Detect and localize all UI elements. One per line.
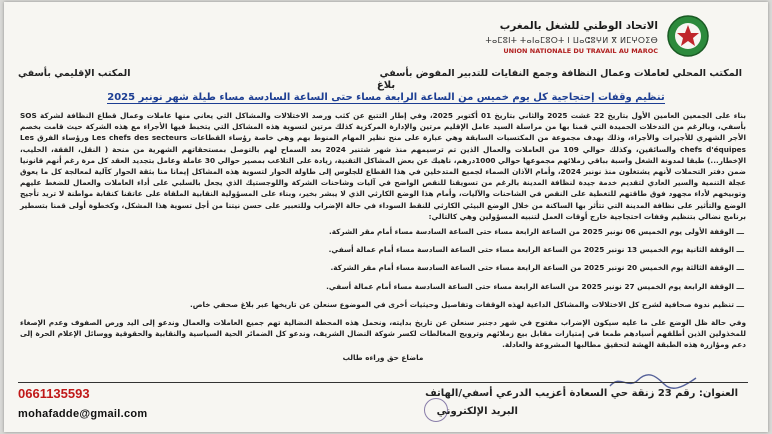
footer-email: mohafadde@gmail.com	[18, 408, 148, 420]
footer-address: العنوان: رقم 23 زنقة حي السعادة أعزيب الدرعي أسفي/الهاتف	[425, 388, 738, 399]
union-name-french: UNION NATIONALE DU TRAVAIL AU MAROC	[503, 47, 658, 55]
memo-body	[20, 110, 746, 363]
action-item: ـــ الوقفة الرابعة يوم الخميس 27 نونبر 2025 من الساعة الرابعة مساء حتى الساعة السادسة مساء أمام عمالة أسفي.	[326, 281, 744, 291]
action-item: ـــ الوقفة الثانية يوم الخميس 13 نونبر 2025 من الساعة الرابعة مساء حتى الساعة السادسة مساء أمام عمالة أسفي.	[328, 245, 744, 255]
footer-phone: 0661135593	[18, 386, 90, 401]
intro-paragraph: بناء على الجمعين العامين الأول بتاريخ 22 غشت 2025 والثاني بتاريخ 01 أكتوبر 2025، وفي إطار التتبع عن كثب ورصد الاختلالات والمشاكل التي يعاني منها عاملات وعمال قطاع النظافة لشركة SOS بأسفي، وبالرغم من التدخلات الحميدة التي قمنا بها من مراسلة السيد عامل الإقليم مرتين والإدارة المركزية كذلك مرتين لتسوية هذه المشاكل التي يتخبط فيها الأجراء مع هذه الشركة حيث قامت بخصم الأجر الشهري للأجيرات والأجراء، وذلك بهدف مجموعة من المكتسبات السابقة وهي عبارة على منح نظير المهام المنوط بهم وهي خاصة رؤساء القطاعات Les chefs des secteurs ورؤساء الفرق Les chefs d'équipes والسائقين، وكذلك حوالي 109 من العاملات والعمال الذين تم ترسيمهم منذ شهر شتنبر 2024 بعد السماح لهم بالتوصل بمستحقاتهم الشهرية من منحة ( النقل، الفقة، الحليب، الإخطار...) طبقا لمدونة الشغل واسبة بباقي زملائهم مجموعها حوالي 1000درهم، ناهيك عن بعض المشاكل التقنية، زيادة على التلاعب بمصير حوالي 30 عاملة وعامل بتجديد العقد كل مرة رغم أنهم قانونيا ضمن دفتر التحملات لأنهم يشتغلون منذ نونبر 2024، وأمام الآذان الصماء لجميع المتدخلين في هذا القطاع للجلوس إلى طاولة الحوار لتسوية هذه المشاكل إيمانا منا بثقة الحوار كآلية لمعالجة كل ما يعوق عجلة التنمية والسير العادي لتقديم خدمة جيدة لنظافة المدينة بالرغم من تسويقنا للنقص الواضح في آليات وشاحنات الشركة واللوجستيك الذي يجعل بالسلبي على أداء العاملات والعمال للضغط عليهم وتوبيخهم لأداء مجهود فوق طاقتهم للتغطية على النقص في الشاحنات والآليات، وأمام هذا الوضع الكارثي الذي لا يبشر بخير، وبناء على المسؤولية النقابية الملقاة على عاتقنا كنقابة مواطنة لا تريد تأجيج الوضع والتأثير على نظافة المدينة التي تتأثر بها الساكنة من خلال الوضع البيئي الكارثي للنقط السوداء في حالة الإضراب وللتعبير على حسن نيتنا من أجل تسوية هذا المشكل، وكخطوة أولى قمنا بتسطير برنامج نضالي بتنظيم وقفات احتجاجية خارج أوقات العمل لتنبيه المسؤولين وهي كالتالي:	[20, 111, 746, 221]
footer-divider	[18, 382, 748, 383]
provincial-office-title: المكتب الإقليمي بأسفي	[18, 68, 131, 79]
closing-slogan: ماضاع حق وراءه طالب	[342, 352, 424, 362]
union-logo-icon	[666, 14, 710, 58]
action-item: ـــ الوقفة الثالثة يوم الخميس 20 نونبر 2025 من الساعة الرابعة مساء حتى الساعة السادسة مساء أمام مقر الشركة.	[330, 263, 744, 273]
conclusion-paragraph: وفي حالة ظل الوضع على ما عليه سيكون الإضراب مفتوح في شهر دجنبر سنعلن عن تاريخ بدايته، ونحمل هذه المحطة النضالية تهم جميع العاملات والعمال وندعو إلى اليد ورص الصفوف وعدم الإصغاء للمخذولين الذين أطلقهم أسيادهم طمعا في إمتيازات مقابل بيع زملائهم وترويج المغالطات لكسر شوكة النضال الشريف، وندعو كل الضمائر الحية السياسية والنقابية والحقوقية ووسائل الإعلام الحرة إلى دعم ومؤازرة هذه الطبقة الهشة لتحقيق مطالبها المشروعة والعادلة.	[20, 318, 746, 350]
union-name-tifinagh: ⵜⴰⵎⵓⵏⵜ ⵜⴰⵏⴰⵎⵓⵔⵜ ⵏ ⵡⴰⵛⵓⵖⵍ ⴳ ⵍⵎⵖⵔⵉⴱ	[485, 36, 658, 45]
action-item: ـــ تنظيم ندوة صحافية لشرح كل الاختلالات والمشاكل الداعية لهذه الوقفات وتفاصيل وحيثيات أخرى في الموضوع سنعلن عن تاريخها عبر بلاغ صحفي خاص.	[189, 299, 744, 309]
memo-headline-text: تنظيم وقفات إحتجاجية كل يوم خميس من الساعة الرابعة مساء حتى الساعة السادسة مساء طيلة شهر نونبر 2025	[107, 92, 665, 103]
local-office-title: المكتب المحلي لعاملات وعمال النظافة وجمع النفايات للتدبير المفوض بأسفي	[379, 68, 742, 79]
memo-page	[4, 2, 768, 432]
action-list	[20, 226, 746, 310]
memo-headline	[4, 92, 768, 103]
union-name-arabic: الاتحاد الوطني للشغل بالمغرب	[499, 20, 658, 32]
memo-label: بلاغ	[376, 80, 396, 91]
footer-email-label: البريد الإلكتروني	[436, 406, 518, 417]
action-item: ـــ الوقفة الأولى يوم الخميس 06 نونبر 2025 من الساعة الرابعة مساء حتى الساعة السادسة مساء أمام مقر الشركة.	[328, 227, 744, 237]
